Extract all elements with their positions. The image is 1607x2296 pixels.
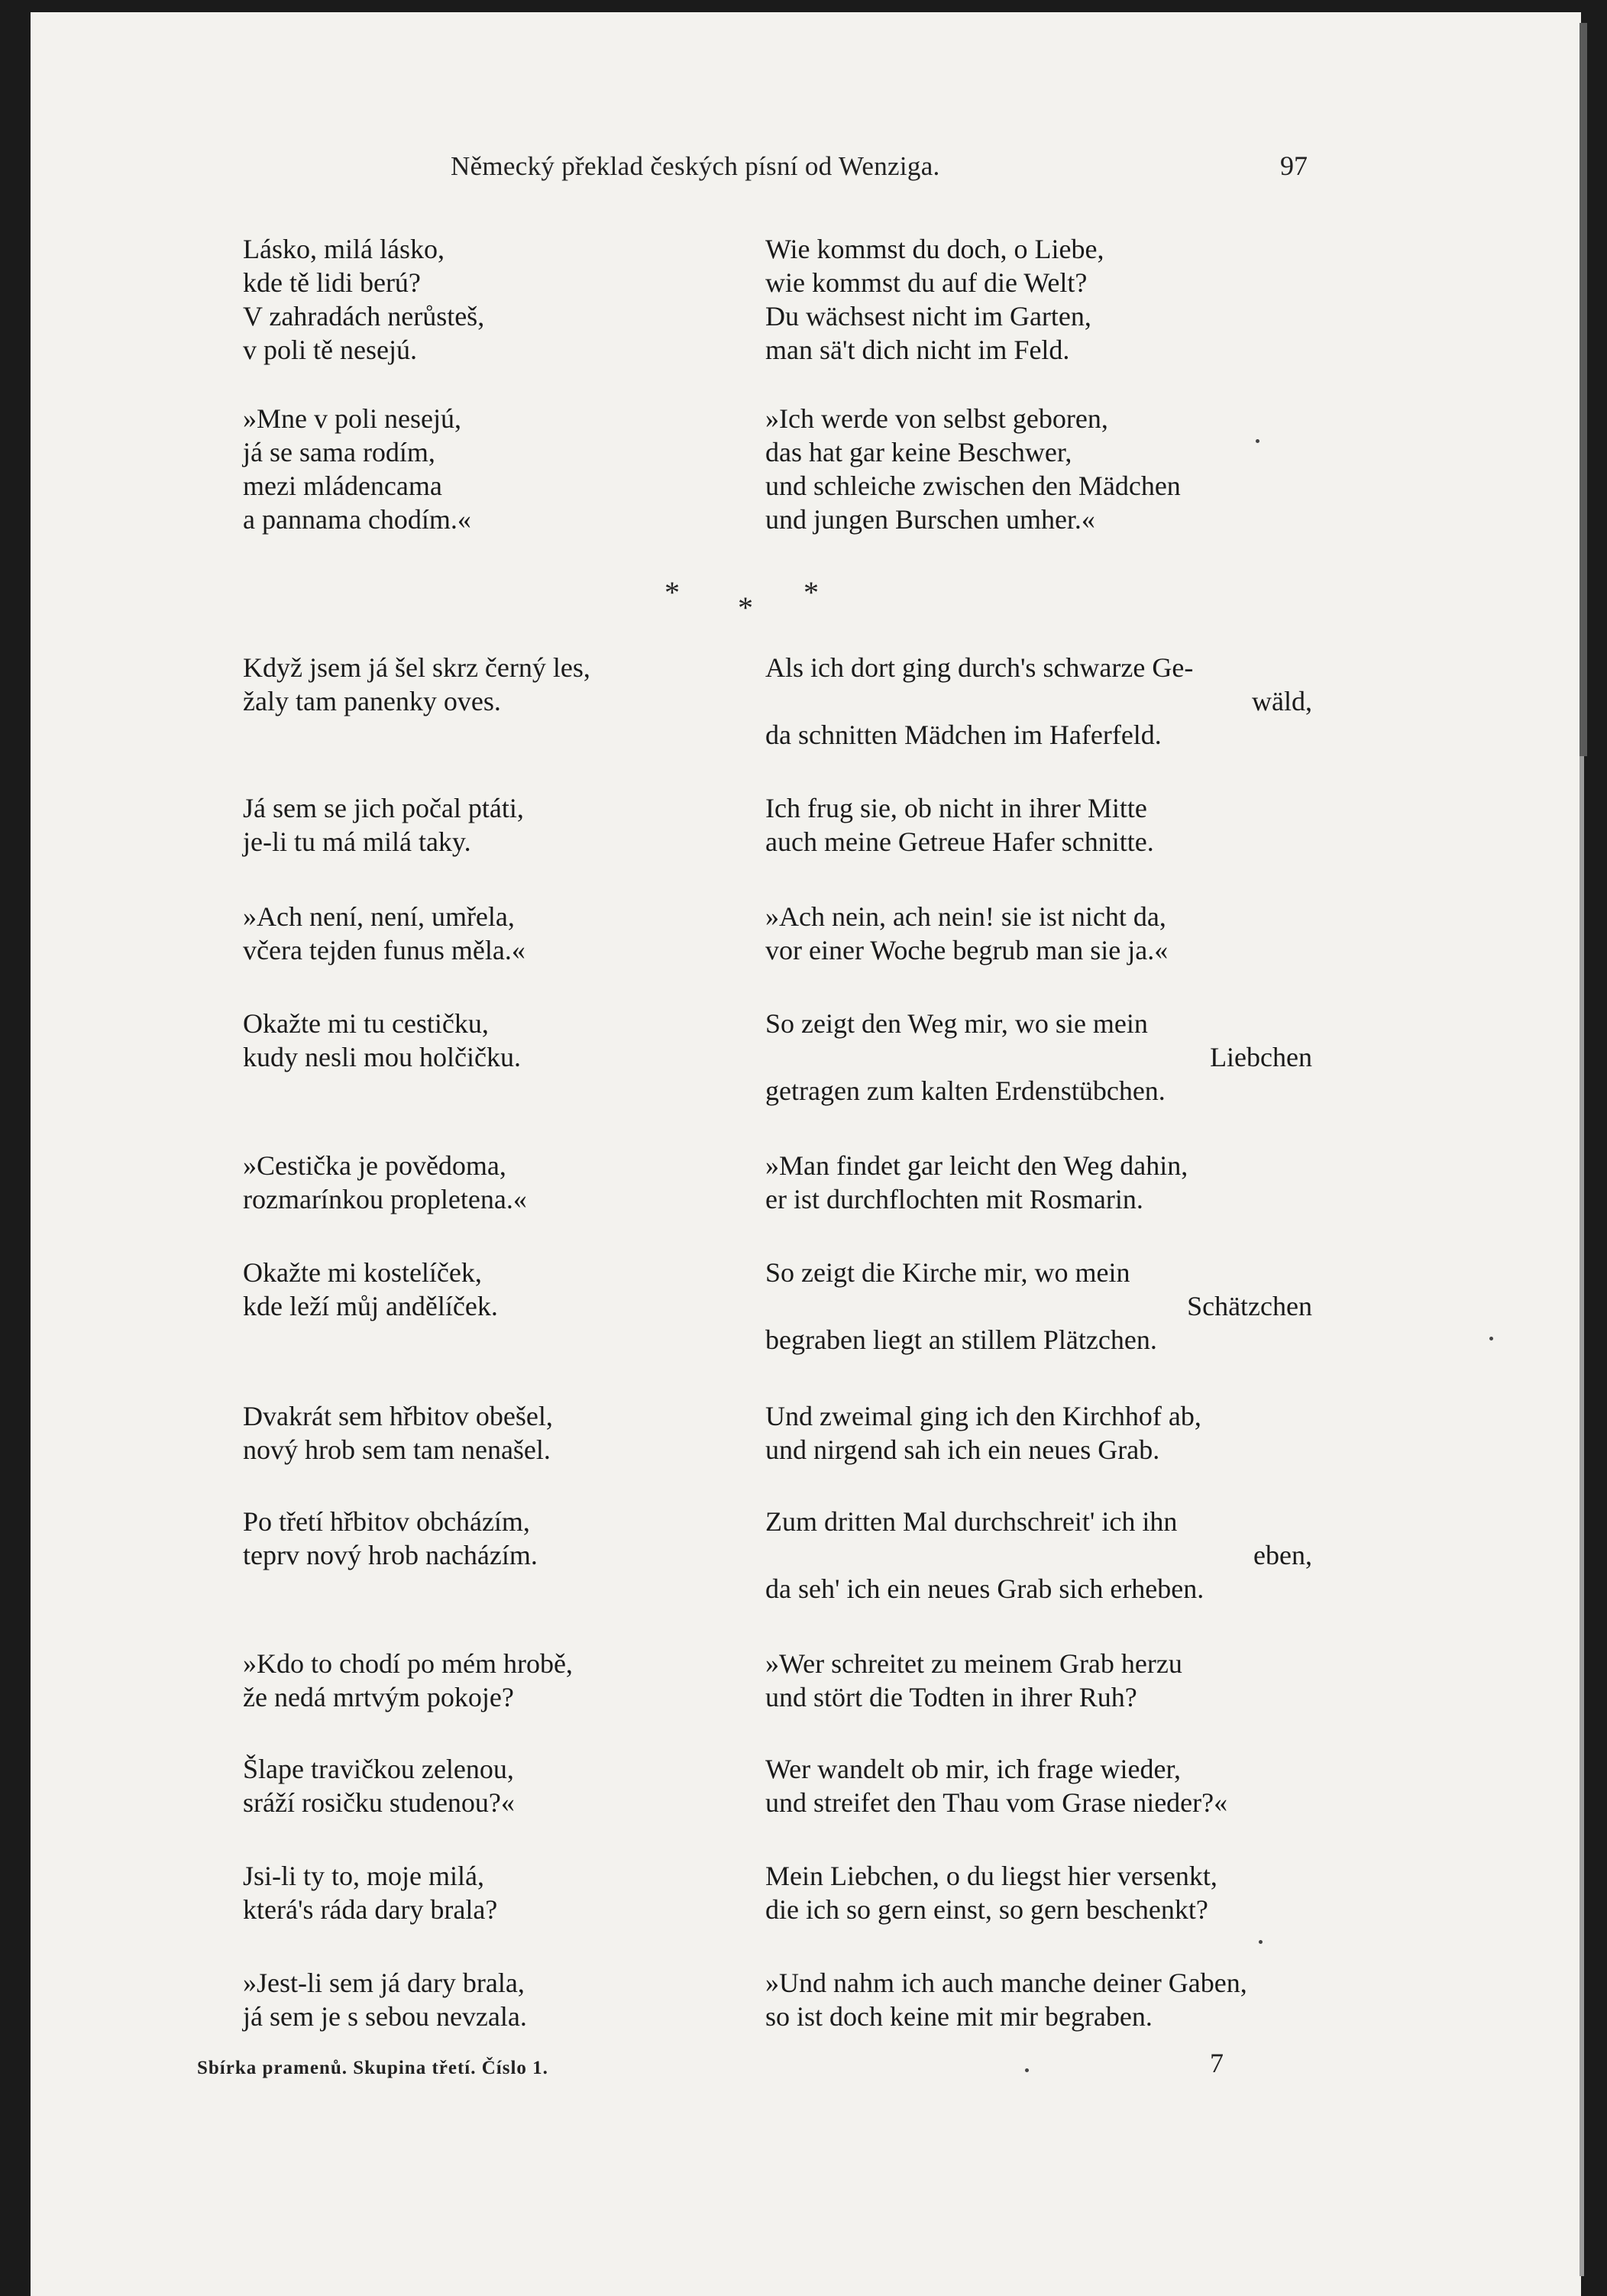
czech-verse-line: Lásko, milá lásko, xyxy=(243,234,445,264)
czech-verse-line: Šlape travičkou zelenou, xyxy=(243,1754,514,1784)
czech-verse-line: Já sem se jich počal ptáti, xyxy=(243,793,524,823)
czech-verse-line: Dvakrát sem hřbitov obešel, xyxy=(243,1401,553,1431)
german-verse-line: Liebchen xyxy=(1210,1042,1312,1072)
czech-verse-line: sráží rosičku studenou?« xyxy=(243,1787,515,1818)
german-verse-line: »Und nahm ich auch manche deiner Gaben, xyxy=(765,1968,1247,1998)
german-verse-line: Du wächsest nicht im Garten, xyxy=(765,301,1091,331)
czech-verse-line: která's ráda dary brala? xyxy=(243,1894,498,1925)
german-stanza xyxy=(765,1966,1312,2033)
czech-stanza xyxy=(243,1647,709,1714)
german-verse-line: Ich frug sie, ob nicht in ihrer Mitte xyxy=(765,793,1147,823)
german-verse-line: wie kommst du auf die Welt? xyxy=(765,267,1088,298)
czech-verse-line: »Cestička je povědoma, xyxy=(243,1150,506,1181)
german-verse-line: »Wer schreitet zu meinem Grab herzu xyxy=(765,1648,1182,1679)
german-verse-line: begraben liegt an stillem Plätzchen. xyxy=(765,1324,1157,1355)
czech-verse-line: rozmarínkou propletena.« xyxy=(243,1184,527,1214)
german-stanza xyxy=(765,1149,1312,1216)
czech-verse-line: Když jsem já šel skrz černý les, xyxy=(243,652,590,683)
german-verse-line: so ist doch keine mit mir begraben. xyxy=(765,2001,1153,2032)
german-stanza xyxy=(765,1859,1312,1926)
czech-verse-line: »Jest-li sem já dary brala, xyxy=(243,1968,525,1998)
czech-stanza xyxy=(243,402,709,536)
czech-verse-line: žaly tam panenky oves. xyxy=(243,686,501,716)
german-verse-line: Und zweimal ging ich den Kirchhof ab, xyxy=(765,1401,1201,1431)
czech-stanza xyxy=(243,1966,709,2033)
czech-stanza xyxy=(243,1505,709,1572)
czech-verse-line: teprv nový hrob nacházím. xyxy=(243,1540,538,1570)
czech-stanza xyxy=(243,1399,709,1467)
german-stanza xyxy=(765,232,1312,367)
czech-verse-line: Jsi-li ty to, moje milá, xyxy=(243,1861,484,1891)
czech-verse-line: Po třetí hřbitov obcházím, xyxy=(243,1506,530,1537)
running-header: Německý překlad českých písní od Wenziga. xyxy=(451,151,940,181)
collection-footer: Sbírka pramenů. Skupina třetí. Číslo 1. xyxy=(197,2058,548,2078)
german-verse-line: und schleiche zwischen den Mädchen xyxy=(765,471,1181,501)
german-verse-line: man sä't dich nicht im Feld. xyxy=(765,335,1070,365)
german-stanza xyxy=(765,402,1312,536)
czech-stanza xyxy=(243,1859,709,1926)
german-stanza xyxy=(765,1256,1312,1357)
page-edge-shadow-lower xyxy=(1580,756,1584,2276)
separator-star: * xyxy=(804,575,819,610)
czech-verse-line: já sem je s sebou nevzala. xyxy=(243,2001,527,2032)
print-speck xyxy=(1256,439,1259,443)
czech-verse-line: Okažte mi kostelíček, xyxy=(243,1257,482,1288)
german-verse-line: getragen zum kalten Erdenstübchen. xyxy=(765,1075,1166,1106)
german-verse-line: das hat gar keine Beschwer, xyxy=(765,437,1072,467)
german-verse-line: und nirgend sah ich ein neues Grab. xyxy=(765,1434,1160,1465)
czech-stanza xyxy=(243,791,709,859)
czech-verse-line: Okažte mi tu cestičku, xyxy=(243,1008,489,1039)
german-verse-line: Als ich dort ging durch's schwarze Ge- xyxy=(765,652,1194,683)
separator-star: * xyxy=(664,575,680,610)
czech-verse-line: nový hrob sem tam nenašel. xyxy=(243,1434,551,1465)
czech-verse-line: mezi mládencama xyxy=(243,471,442,501)
german-stanza xyxy=(765,651,1312,752)
german-verse-line: und jungen Burschen umher.« xyxy=(765,504,1095,535)
czech-stanza xyxy=(243,232,709,367)
german-verse-line: »Ich werde von selbst geboren, xyxy=(765,403,1108,434)
german-stanza xyxy=(765,1752,1312,1819)
german-verse-line: vor einer Woche begrub man sie ja.« xyxy=(765,935,1169,965)
czech-verse-line: »Mne v poli nesejú, xyxy=(243,403,461,434)
czech-verse-line: já se sama rodím, xyxy=(243,437,435,467)
czech-stanza xyxy=(243,1256,709,1323)
german-stanza xyxy=(765,1505,1312,1606)
german-verse-line: Wer wandelt ob mir, ich frage wieder, xyxy=(765,1754,1181,1784)
german-verse-line: und streifet den Thau vom Grase nieder?« xyxy=(765,1787,1228,1818)
german-verse-line: Schätzchen xyxy=(1187,1291,1312,1321)
print-speck xyxy=(1259,1940,1263,1944)
czech-stanza xyxy=(243,651,709,718)
czech-stanza xyxy=(243,900,709,967)
german-verse-line: »Man findet gar leicht den Weg dahin, xyxy=(765,1150,1188,1181)
czech-verse-line: kde tě lidi berú? xyxy=(243,267,421,298)
czech-verse-line: včera tejden funus měla.« xyxy=(243,935,525,965)
german-verse-line: die ich so gern einst, so gern beschenkt? xyxy=(765,1894,1208,1925)
czech-verse-line: V zahradách nerůsteš, xyxy=(243,301,485,331)
german-stanza xyxy=(765,791,1312,859)
german-stanza xyxy=(765,1647,1312,1714)
page-number: 97 xyxy=(1280,150,1308,181)
czech-verse-line: kudy nesli mou holčičku. xyxy=(243,1042,521,1072)
czech-verse-line: »Kdo to chodí po mém hrobě, xyxy=(243,1648,573,1679)
czech-verse-line: a pannama chodím.« xyxy=(243,504,471,535)
german-verse-line: und stört die Todten in ihrer Ruh? xyxy=(765,1682,1137,1712)
german-verse-line: So zeigt den Weg mir, wo sie mein xyxy=(765,1008,1148,1039)
german-stanza xyxy=(765,1007,1312,1108)
czech-stanza xyxy=(243,1752,709,1819)
czech-verse-line: že nedá mrtvým pokoje? xyxy=(243,1682,514,1712)
german-verse-line: eben, xyxy=(1253,1540,1312,1570)
german-verse-line: Wie kommst du doch, o Liebe, xyxy=(765,234,1104,264)
page-edge-shadow xyxy=(1580,23,1587,756)
print-speck xyxy=(1489,1337,1493,1340)
czech-verse-line: »Ach není, není, umřela, xyxy=(243,901,515,932)
section-separator xyxy=(664,574,833,625)
czech-verse-line: kde leží můj andělíček. xyxy=(243,1291,498,1321)
german-verse-line: da schnitten Mädchen im Haferfeld. xyxy=(765,720,1162,750)
separator-star: * xyxy=(738,590,753,625)
german-verse-line: So zeigt die Kirche mir, wo mein xyxy=(765,1257,1130,1288)
german-verse-line: wäld, xyxy=(1252,686,1312,716)
german-verse-line: »Ach nein, ach nein! sie ist nicht da, xyxy=(765,901,1166,932)
german-stanza xyxy=(765,900,1312,967)
czech-stanza xyxy=(243,1149,709,1216)
czech-verse-line: v poli tě nesejú. xyxy=(243,335,417,365)
print-speck xyxy=(1025,2068,1029,2072)
czech-verse-line: je-li tu má milá taky. xyxy=(243,826,471,857)
czech-stanza xyxy=(243,1007,709,1074)
german-verse-line: Zum dritten Mal durchschreit' ich ihn xyxy=(765,1506,1178,1537)
german-stanza xyxy=(765,1399,1312,1467)
signature-mark: 7 xyxy=(1210,2048,1224,2078)
german-verse-line: auch meine Getreue Hafer schnitte. xyxy=(765,826,1154,857)
german-verse-line: da seh' ich ein neues Grab sich erheben. xyxy=(765,1573,1204,1604)
german-verse-line: er ist durchflochten mit Rosmarin. xyxy=(765,1184,1143,1214)
german-verse-line: Mein Liebchen, o du liegst hier versenkt, xyxy=(765,1861,1217,1891)
